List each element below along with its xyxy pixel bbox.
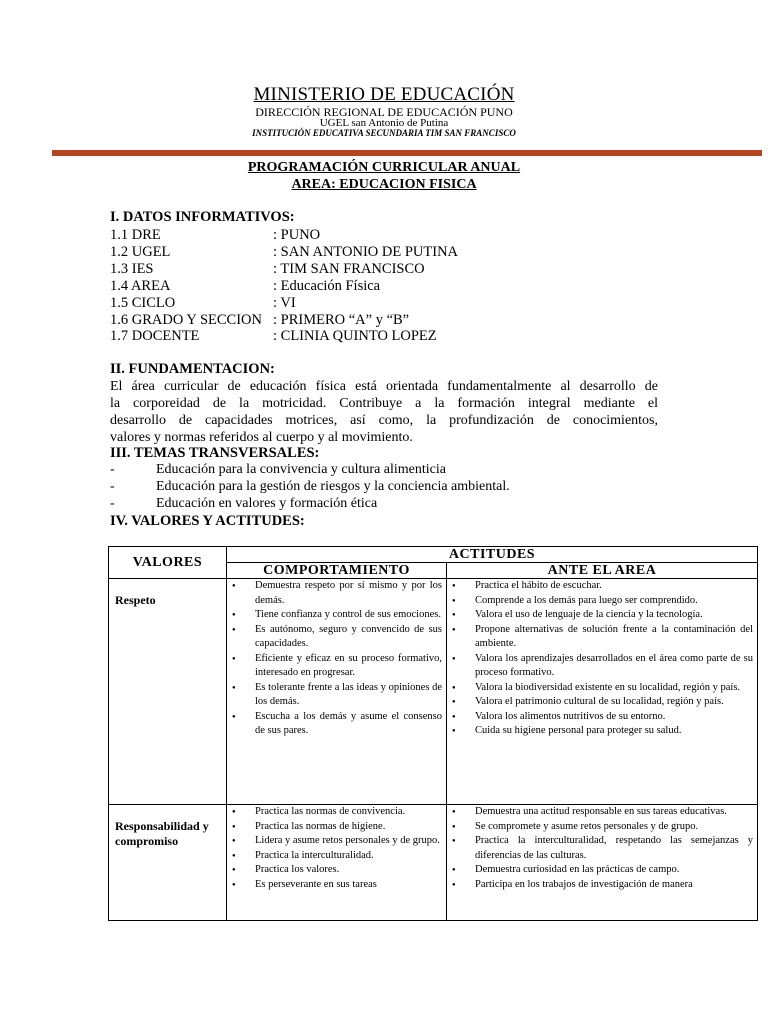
tema-item: - Educación en valores y formación ética: [110, 496, 378, 511]
tema-text: Educación para la convivencia y cultura alimenticia: [156, 462, 446, 477]
paragraph-line: desarrollo de capacidades motrices, así como, la profundización de conocimientos,: [110, 413, 658, 428]
list-item: ● Practica la interculturalidad, respetando las semejanzas y diferencias de las culturas.: [447, 834, 753, 863]
list-item: ● Tiene confianza y control de sus emociones.: [227, 608, 442, 623]
list-item: ● Comprende a los demás para luego ser comprendido.: [447, 594, 753, 609]
table-row: [109, 579, 758, 805]
dato-value: : CLINIA QUINTO LOPEZ: [273, 328, 437, 344]
tema-item: - Educación para la convivencia y cultura alimenticia: [110, 462, 446, 477]
list-item: ● Practica los valores.: [227, 863, 442, 878]
dato-row: [110, 261, 425, 278]
dato-label: 1.3 IES: [110, 261, 154, 277]
list-item: ● Practica las normas de higiene.: [227, 820, 442, 835]
valor-name: Responsabilidad y compromiso: [109, 805, 227, 921]
valor-name: Respeto: [109, 579, 227, 805]
dato-row: [110, 227, 320, 244]
list-item: ● Valora el patrimonio cultural de su localidad, región y país.: [447, 695, 753, 710]
list-item: ● Demuestra curiosidad en las prácticas de campo.: [447, 863, 753, 878]
header-comportamiento: COMPORTAMIENTO: [227, 563, 447, 579]
list-item: ● Demuestra una actitud responsable en sus tareas educativas.: [447, 805, 753, 820]
header-actitudes: ACTITUDES: [227, 547, 758, 563]
list-item: ● Valora los alimentos nutritivos de su entorno.: [447, 710, 753, 725]
dato-row: [110, 244, 458, 261]
list-item: ● Eficiente y eficaz en su proceso formativo, interesado en progresar.: [227, 652, 442, 681]
list-item: ● Practica el hábito de escuchar.: [447, 579, 753, 594]
dato-value: : VI: [273, 295, 296, 311]
paragraph-line: valores y normas referidos al cuerpo y al movimiento.: [110, 430, 413, 445]
paragraph-line: El área curricular de educación física está orientada fundamentalmente al desarrollo de: [110, 379, 658, 394]
area-title: AREA: EDUCACION FISICA: [291, 177, 477, 192]
list-item: ● Cuida su higiene personal para proteger su salud.: [447, 724, 753, 739]
dato-label: 1.5 CICLO: [110, 295, 176, 311]
header-ante-el-area: ANTE EL AREA: [447, 563, 758, 579]
valores-heading: IV. VALORES Y ACTITUDES:: [110, 513, 305, 529]
header-rule: [52, 150, 762, 156]
ugel-name: UGEL san Antonio de Putina: [319, 117, 449, 129]
list-item: ● Practica las normas de convivencia.: [227, 805, 442, 820]
list-item: ● Valora la biodiversidad existente en su localidad, región y país.: [447, 681, 753, 696]
tema-text: Educación para la gestión de riesgos y la conciencia ambiental.: [156, 479, 510, 494]
fundamentacion-paragraph: [110, 378, 658, 446]
dato-value: : TIM SAN FRANCISCO: [273, 261, 425, 277]
tema-item: - Educación para la gestión de riesgos y la conciencia ambiental.: [110, 479, 510, 494]
dato-value: : PRIMERO “A” y “B”: [273, 312, 410, 328]
dato-row: [110, 312, 409, 329]
dato-row: [110, 328, 437, 345]
list-item: ● Practica la interculturalidad.: [227, 849, 442, 864]
fundamentacion-heading: II. FUNDAMENTACION:: [110, 361, 275, 377]
dato-value: : PUNO: [273, 227, 321, 243]
list-item: ● Escucha a los demás y asume el consenso de sus pares.: [227, 710, 442, 739]
list-item: ● Es tolerante frente a las ideas y opiniones de los demás.: [227, 681, 442, 710]
list-item: ● Participa en los trabajos de investigación de manera: [447, 878, 753, 893]
comportamiento-cell: [227, 579, 447, 805]
temas-heading: III. TEMAS TRANSVERSALES:: [110, 445, 320, 461]
document-title: PROGRAMACIÓN CURRICULAR ANUAL: [247, 160, 521, 175]
paragraph-line: la corporeidad de la motricidad. Contribuye a la formación integral mediante el: [110, 396, 658, 411]
dato-value: : SAN ANTONIO DE PUTINA: [273, 244, 459, 260]
institution-name: INSTITUCIÓN EDUCATIVA SECUNDARIA TIM SAN FRANCISCO: [252, 128, 516, 138]
list-item: ● Valora el uso de lenguaje de la ciencia y la tecnología.: [447, 608, 753, 623]
dato-value: : Educación Física: [273, 278, 381, 294]
dato-label: 1.6 GRADO Y SECCION: [110, 312, 262, 328]
list-item: ● Demuestra respeto por sí mismo y por los demás.: [227, 579, 442, 608]
header-valores: VALORES: [109, 547, 227, 579]
list-item: ● Es autónomo, seguro y convencido de sus capacidades.: [227, 623, 442, 652]
list-item: ● Es perseverante en sus tareas: [227, 878, 442, 893]
dato-label: 1.1 DRE: [110, 227, 161, 243]
list-item: ● Propone alternativas de solución frente a la contaminación del ambiente.: [447, 623, 753, 652]
tema-text: Educación en valores y formación ética: [156, 496, 378, 511]
table-row: [109, 805, 758, 921]
ante-el-area-cell: [447, 805, 758, 921]
dato-label: 1.2 UGEL: [110, 244, 171, 260]
dato-row: [110, 295, 296, 312]
values-attitudes-table: [108, 546, 758, 921]
dato-row: [110, 278, 380, 295]
ministry-title: MINISTERIO DE EDUCACIÓN: [253, 84, 515, 105]
comportamiento-cell: [227, 805, 447, 921]
list-item: ● Valora los aprendizajes desarrollados en el área como parte de su proceso formativo.: [447, 652, 753, 681]
list-item: ● Lidera y asume retos personales y de grupo.: [227, 834, 442, 849]
datos-heading: I. DATOS INFORMATIVOS:: [110, 209, 295, 225]
regional-direction: DIRECCIÓN REGIONAL DE EDUCACIÓN PUNO: [255, 105, 513, 119]
list-item: ● Se compromete y asume retos personales y de grupo.: [447, 820, 753, 835]
dato-label: 1.7 DOCENTE: [110, 328, 200, 344]
ante-el-area-cell: [447, 579, 758, 805]
dato-label: 1.4 AREA: [110, 278, 171, 294]
